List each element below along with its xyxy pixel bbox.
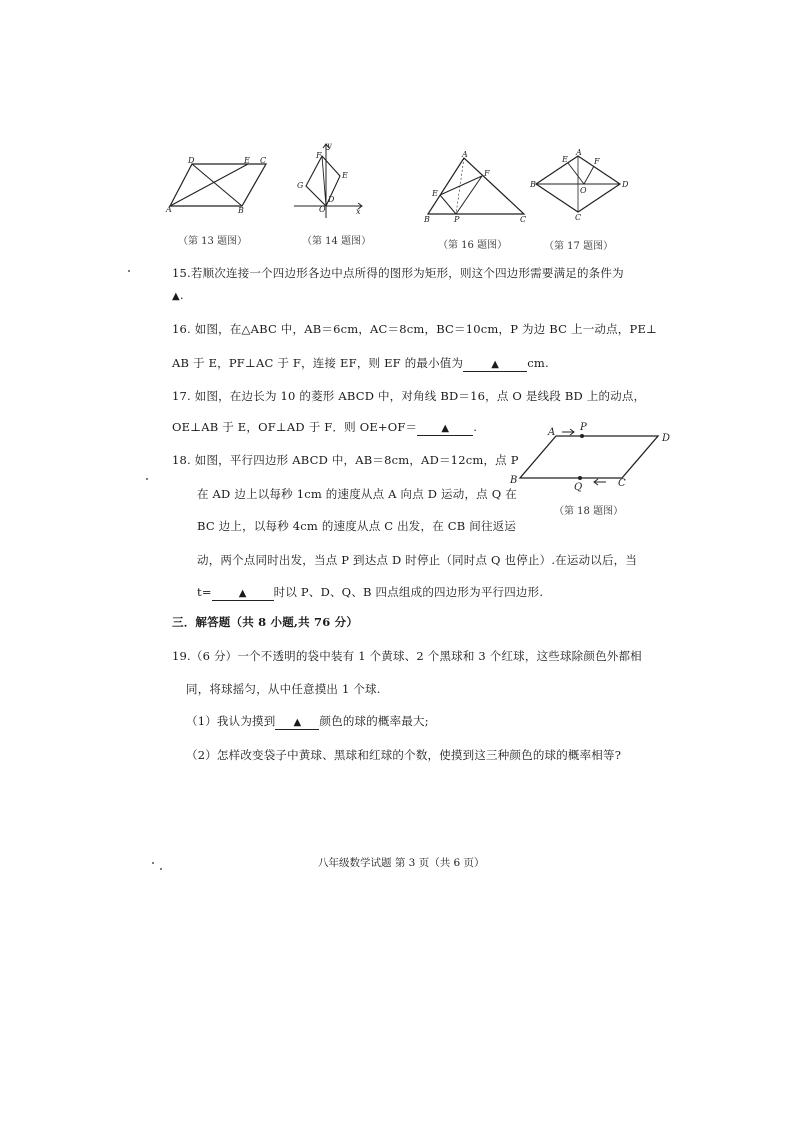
figure-13 bbox=[166, 156, 272, 216]
fig13-label-D: D bbox=[188, 156, 195, 165]
figure-17-diagram bbox=[530, 148, 630, 222]
fig16-label-P: P bbox=[454, 215, 460, 224]
fig14-label-x: x bbox=[356, 207, 361, 216]
fig17-label-O: O bbox=[580, 186, 587, 195]
fig14-label-y: y bbox=[327, 141, 332, 150]
question-15-line-1: 15.若顺次连接一个四边形各边中点所得的图形为矩形，则这个四边形需要满足的条件为 bbox=[172, 266, 624, 280]
fig16-label-A: A bbox=[462, 150, 468, 159]
scan-speck bbox=[128, 270, 130, 272]
fig14-label-O: O bbox=[319, 205, 326, 214]
fig17-label-F: F bbox=[594, 157, 600, 166]
fig17-label-C: C bbox=[575, 213, 582, 222]
question-16-line-2 bbox=[172, 355, 549, 372]
figure-16-diagram bbox=[424, 152, 532, 222]
question-18-answer-blank: ▲ bbox=[212, 588, 274, 601]
fig13-label-B: B bbox=[238, 206, 244, 215]
question-16-line-1: 16. 如图，在△ABC 中，AB＝6cm，AC＝8cm，BC＝10cm，P 为边 BC 上一动点，PE⊥ bbox=[172, 322, 658, 336]
question-19-part-2: （2）怎样改变袋子中黄球、黑球和红球的个数，使摸到这三种颜色的球的概率相等? bbox=[186, 748, 622, 762]
figure-17-caption: （第 17 题图） bbox=[544, 241, 614, 252]
question-17-line-1: 17. 如图，在边长为 10 的菱形 ABCD 中，对角线 BD＝16，点 O 是线段 BD 上的动点， bbox=[172, 389, 646, 403]
question-17-answer-blank: ▲ bbox=[417, 423, 473, 436]
fig16-label-E: E bbox=[432, 189, 438, 198]
fig17-label-D: D bbox=[622, 180, 629, 189]
question-19-part-1 bbox=[186, 713, 429, 730]
figure-18 bbox=[510, 422, 678, 492]
fig14-label-D: D bbox=[328, 195, 335, 204]
question-17-end: . bbox=[473, 420, 478, 434]
fig17-label-A: A bbox=[576, 148, 582, 157]
question-19-answer-blank: ▲ bbox=[275, 717, 319, 730]
section-3-heading: 三．解答题（共 8 小题,共 76 分） bbox=[172, 615, 359, 629]
figure-18-diagram bbox=[510, 422, 678, 492]
fig14-label-E: E bbox=[342, 171, 348, 180]
fig18-label-C: C bbox=[618, 478, 626, 489]
figure-17 bbox=[530, 148, 630, 222]
figure-13-caption: （第 13 题图） bbox=[178, 236, 248, 247]
question-18-t-label: t= bbox=[197, 585, 212, 599]
question-17-line-2-text: OE⊥AB 于 E，OF⊥AD 于 F．则 OE+OF＝ bbox=[172, 420, 418, 434]
scan-speck bbox=[146, 478, 148, 480]
figure-18-caption: （第 18 题图） bbox=[554, 506, 624, 517]
question-18-line-3: BC 边上，以每秒 4cm 的速度从点 C 出发，在 CB 间往返运 bbox=[197, 519, 517, 533]
fig16-label-B: B bbox=[424, 215, 430, 224]
fig13-label-A: A bbox=[166, 205, 172, 214]
question-18-line-4: 动，两个点同时出发，当点 P 到达点 D 时停止（同时点 Q 也停止）.在运动以后，当 bbox=[197, 553, 638, 567]
figure-14 bbox=[292, 140, 364, 220]
question-19-part-1-end: 颜色的球的概率最大; bbox=[319, 714, 429, 728]
figure-13-diagram bbox=[166, 156, 272, 216]
fig17-label-B: B bbox=[530, 180, 536, 189]
question-19-part-1-text: （1）我认为摸到 bbox=[186, 714, 276, 728]
fig16-label-F: F bbox=[484, 169, 490, 178]
scan-speck bbox=[152, 862, 154, 864]
question-19-line-2: 同，将球摇匀，从中任意摸出 1 个球. bbox=[186, 682, 381, 696]
fig18-label-P: P bbox=[580, 422, 587, 433]
figure-16 bbox=[424, 152, 532, 222]
question-16-unit: cm. bbox=[527, 356, 549, 370]
question-16-answer-blank: ▲ bbox=[463, 359, 527, 372]
figure-14-caption: （第 14 题图） bbox=[302, 236, 372, 247]
question-19-line-1: 19.（6 分）一个不透明的袋中装有 1 个黄球、2 个黑球和 3 个红球，这些球除颜色外都相 bbox=[172, 649, 642, 663]
fig16-label-C: C bbox=[520, 215, 527, 224]
fig18-label-B: B bbox=[510, 475, 518, 486]
question-18-line-5-text: 时以 P、D、Q、B 四点组成的四边形为平行四边形. bbox=[273, 585, 544, 599]
question-17-line-2 bbox=[172, 419, 477, 436]
question-18-line-5 bbox=[197, 584, 543, 601]
figure-14-diagram bbox=[292, 140, 364, 220]
fig14-label-G: G bbox=[297, 181, 304, 190]
question-15-end: . bbox=[179, 288, 184, 302]
fig18-label-Q: Q bbox=[574, 482, 583, 493]
question-16-line-2-text: AB 于 E，PF⊥AC 于 F，连接 EF，则 EF 的最小值为 bbox=[172, 356, 464, 370]
fig18-label-A: A bbox=[548, 427, 556, 438]
fig17-label-E: E bbox=[562, 155, 568, 164]
fig18-label-D: D bbox=[662, 433, 671, 444]
question-18-line-2: 在 AD 边上以每秒 1cm 的速度从点 A 向点 D 运动，点 Q 在 bbox=[197, 487, 517, 501]
question-15-line-2 bbox=[172, 288, 184, 302]
question-15-answer-blank: ▲ bbox=[172, 291, 180, 302]
figure-16-caption: （第 16 题图） bbox=[438, 240, 508, 251]
fig13-label-C: C bbox=[260, 156, 267, 165]
page-footer: 八年级数学试题 第 3 页（共 6 页） bbox=[318, 857, 485, 869]
scan-speck bbox=[160, 868, 162, 870]
question-18-line-1: 18. 如图，平行四边形 ABCD 中，AB＝8cm，AD＝12cm，点 P bbox=[172, 453, 519, 467]
fig14-label-F: F bbox=[316, 151, 322, 160]
fig13-label-E: E bbox=[244, 156, 250, 165]
